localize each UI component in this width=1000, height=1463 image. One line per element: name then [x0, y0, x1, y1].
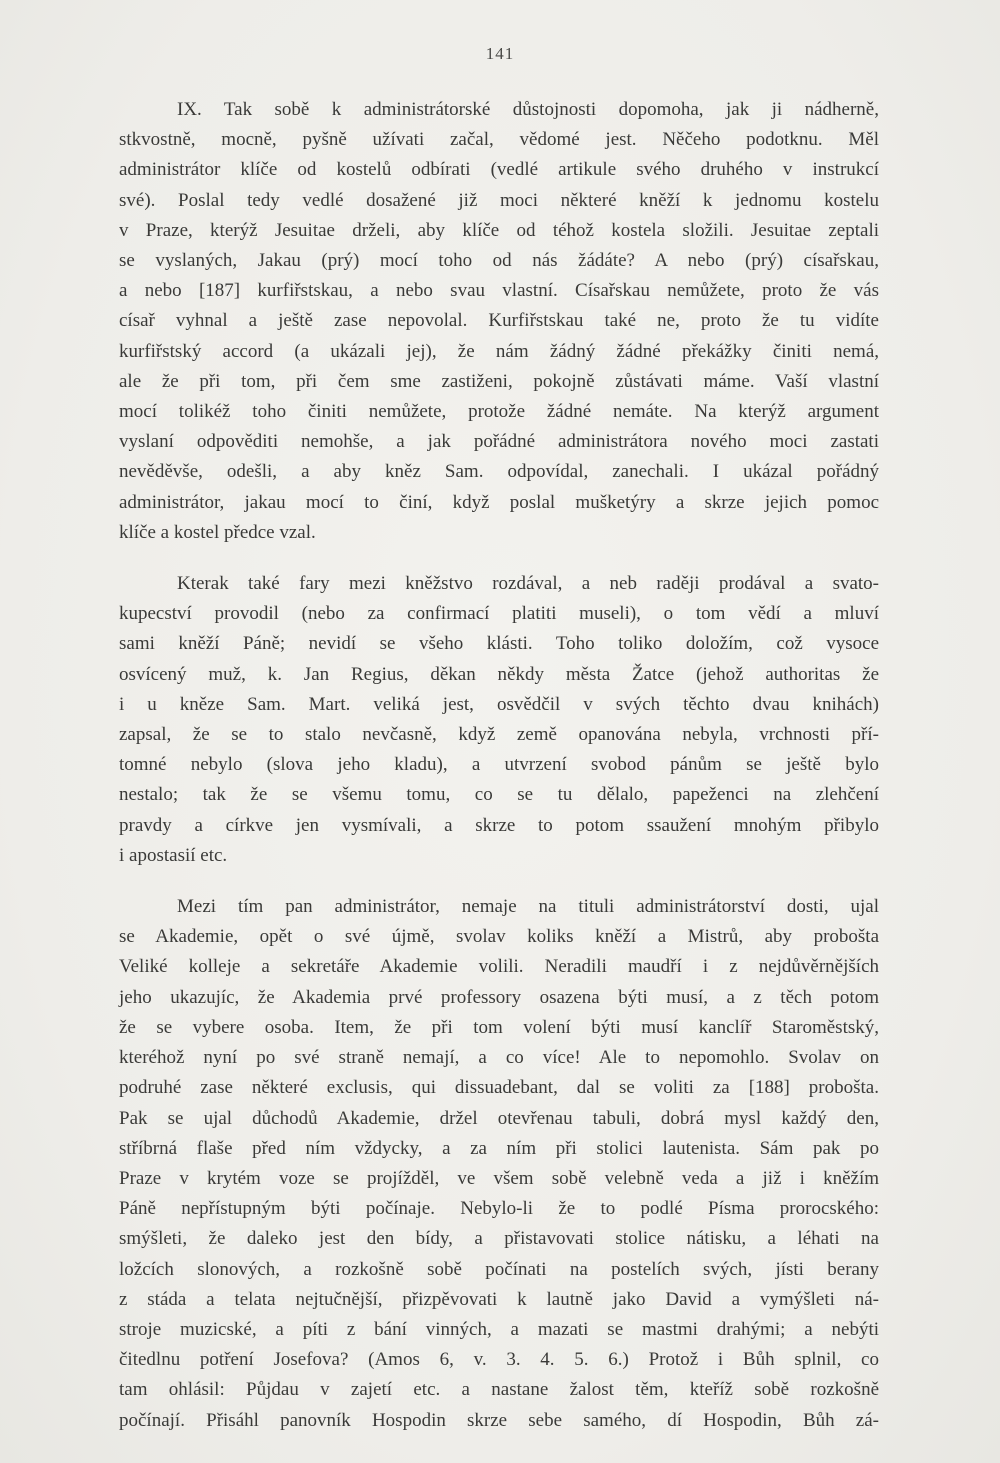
paragraph-1 — [119, 95, 879, 548]
text-line: podruhé zase některé exclusis, qui dissuadebant, dal se voliti za [188] probošta. — [119, 1077, 879, 1099]
text-line: Mezi tím pan administrátor, nemaje na tituli administrátorství dosti, ujal — [177, 896, 879, 918]
text-body — [119, 95, 879, 1436]
paragraph-gap — [119, 871, 879, 892]
text-line: administrátor klíče od kostelů odbírati (vedlé artikule svého druhého v instrukcí — [119, 159, 879, 181]
text-line: se Akademie, opět o své újmě, svolav koliks kněží a Mistrů, aby probošta — [119, 926, 879, 948]
text-line: Pak se ujal důchodů Akademie, držel otevřenau tabuli, dobrá mysl každý den, — [119, 1107, 879, 1129]
text-line: pravdy a církve jen vysmívali, a skrze to potom ssaužení mnohým přibylo — [119, 814, 879, 836]
text-line: osvícený muž, k. Jan Regius, děkan někdy města Žatce (jehož authoritas že — [119, 663, 879, 685]
text-line: stkvostně, mocně, pyšně užívati začal, vědomé jest. Něčeho podotknu. Měl — [119, 129, 879, 151]
text-line: tomné nebylo (slova jeho kladu), a utvrzení svobod pánům se ještě bylo — [119, 754, 879, 776]
text-line: a nebo [187] kurfiřstskau, a nebo svau vlastní. Císařskau nemůžete, proto že vás — [119, 280, 879, 302]
paragraph-3 — [119, 892, 879, 1436]
text-line: z stáda a telata nejtučnější, přizpěvovati k lautně jako David a vymýšleti ná- — [119, 1288, 879, 1310]
text-line: klíče a kostel předce vzal. — [119, 521, 316, 543]
text-line: ale že při tom, při čem sme zastiženi, pokojně zůstávati máme. Vaší vlastní — [119, 370, 879, 392]
text-line: kurfiřstský accord (a ukázali jej), že nám žádný žádné překážky činiti nemá, — [119, 340, 879, 362]
text-line: administrátor, jakau mocí to činí, když poslal mušketýry a skrze jejich pomoc — [119, 491, 879, 513]
text-line: počínají. Přisáhl panovník Hospodin skrze sebe samého, dí Hospodin, Bůh zá- — [119, 1409, 879, 1431]
text-line: se vyslaných, Jakau (prý) mocí toho od nás žádáte? A nebo (prý) císařskau, — [119, 250, 879, 272]
paragraph-2 — [119, 569, 879, 871]
text-line: nestalo; tak že se všemu tomu, co se tu dělalo, papeženci na zlehčení — [119, 784, 879, 806]
text-line: i u kněze Sam. Mart. veliká jest, osvědčil v svých těchto dvau knihách) — [119, 693, 879, 715]
text-line: nevěděvše, odešli, a aby kněz Sam. odpovídal, zanechali. I ukázal pořádný — [119, 461, 879, 483]
text-line: i apostasií etc. — [119, 844, 228, 866]
text-line: v Praze, kterýž Jesuitae drželi, aby klíče od téhož kostela složili. Jesuitae zeptali — [119, 219, 879, 241]
page-number: 141 — [485, 44, 515, 63]
paragraph-gap — [119, 548, 879, 569]
text-line: tam ohlásil: Půjdau v zajetí etc. a nastane žalost těm, kteříž sobě rozkošně — [119, 1379, 879, 1401]
text-line: své). Poslal tedy vedlé dosažené již moci některé kněží k jednomu kostelu — [119, 189, 879, 211]
text-line: IX. Tak sobě k administrátorské důstojnosti dopomoha, jak ji nádherně, — [177, 99, 879, 120]
text-line: čitedlnu potření Josefova? (Amos 6, v. 3. 4. 5. 6.) Protož i Bůh splnil, co — [119, 1349, 879, 1371]
text-line: kteréhož nyní po své straně nemají, a co více! Ale to nepomohlo. Svolav on — [119, 1047, 879, 1069]
text-line: císař vyhnal a ještě zase nepovolal. Kurfiřstskau také ne, proto že tu vidíte — [119, 310, 879, 332]
text-line: stříbrná flaše před ním vždycky, a za ním při stolici lautenista. Sám pak po — [119, 1137, 879, 1159]
text-line: ložcích slonových, a rozkošně sobě počínati na postelích svých, jísti berany — [119, 1258, 879, 1280]
text-line: kupecství provodil (nebo za confirmací platiti museli), o tom vědí a mluví — [119, 603, 879, 625]
text-line: vyslaní odpověditi nemohše, a jak pořádné administrátora nového moci zastati — [119, 431, 879, 453]
text-line: zapsal, že se to stalo nevčasně, když země opanována nebyla, vrchnosti pří- — [119, 724, 879, 746]
text-line: sami kněží Páně; nevidí se všeho klásti. Toho toliko doložím, což vysoce — [119, 633, 879, 655]
text-line: Páně nepřístupným býti počínaje. Nebylo-li že to podlé Písma prorocského: — [119, 1198, 879, 1220]
text-line: stroje muzicské, a píti z bání vinných, a mazati se mastmi drahými; a nebýti — [119, 1318, 879, 1340]
text-line: mocí tolikéž toho činiti nemůžete, protože žádné nemáte. Na kterýž argument — [119, 401, 879, 423]
text-line: Veliké kolleje a sekretáře Akademie volili. Neradili maudří i z nejdůvěrnějších — [119, 956, 879, 978]
text-line: smýšleti, že daleko jest den bídy, a přistavovati stolice nátisku, a léhati na — [119, 1228, 879, 1250]
text-line: Kterak také fary mezi kněžstvo rozdával, a neb raději prodával a svato- — [177, 573, 879, 595]
text-line: že se vybere osoba. Item, že při tom volení býti musí kanclíř Staroměstský, — [119, 1016, 879, 1038]
text-line: jeho ukazujíc, že Akademia prvé professory osazena býti musí, a z těch potom — [119, 986, 879, 1008]
text-line: Praze v krytém voze se projížděl, ve všem sobě velebně veda a již i kněžím — [119, 1167, 879, 1189]
